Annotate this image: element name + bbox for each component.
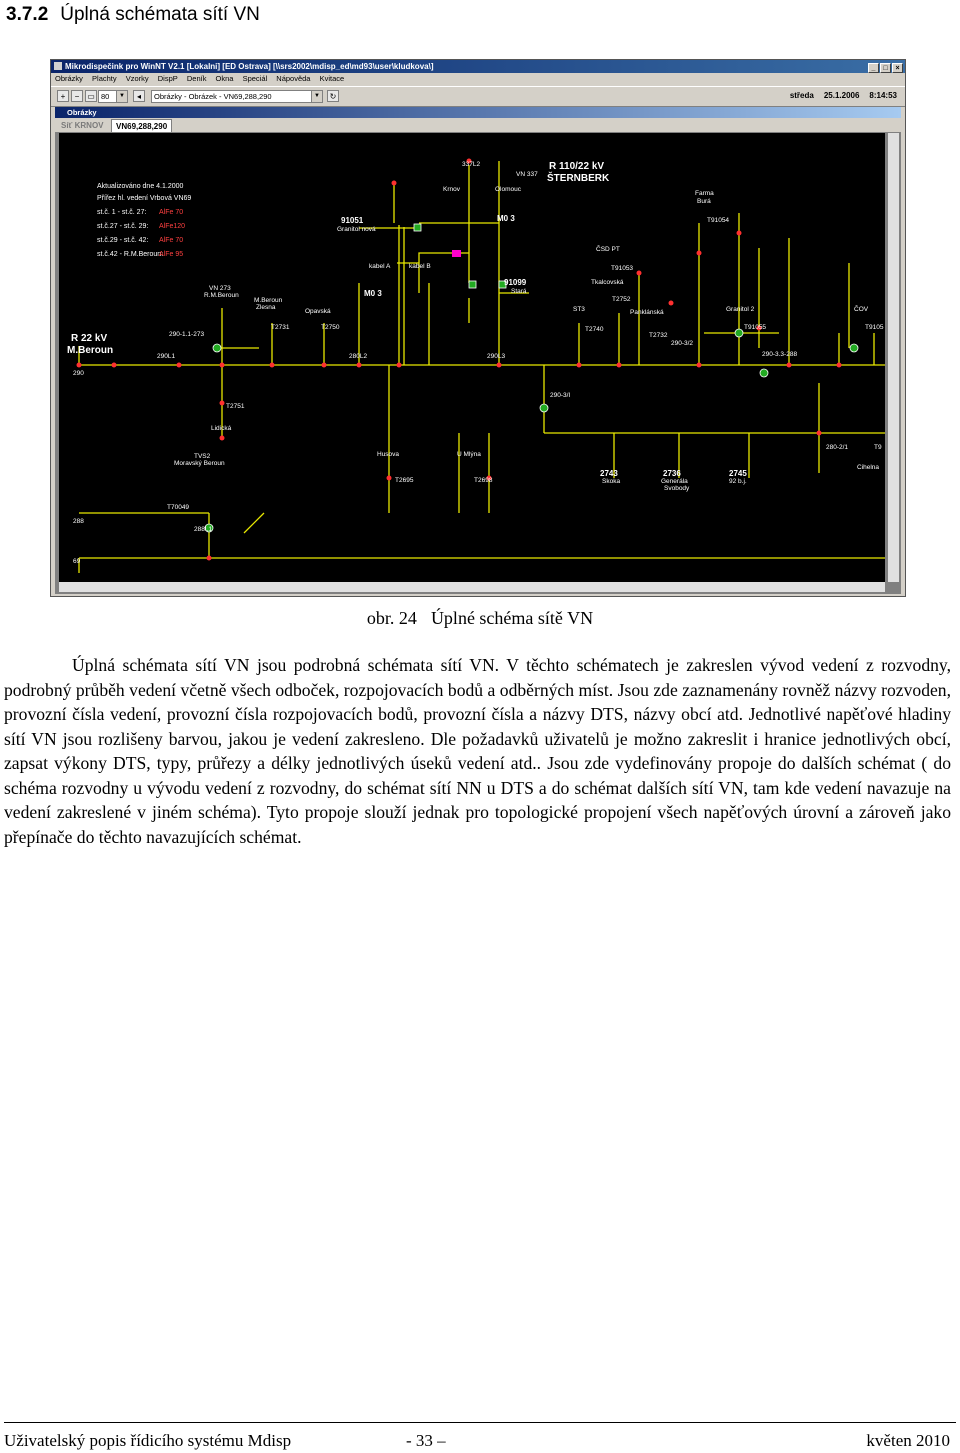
label: 290L1: [157, 353, 176, 360]
label: ČSD PT: [596, 246, 620, 253]
section-title: Úplná schémata sítí VN: [60, 4, 260, 25]
label: M0 3: [497, 214, 515, 223]
label: Skoka: [602, 478, 621, 485]
date: 25.1.2006: [823, 91, 860, 100]
label: Stará: [511, 288, 527, 295]
legend-line: Přířez hl. vedení Vrbová VN69: [97, 195, 192, 202]
section-number: 3.7.2: [6, 4, 49, 25]
footer-title: Uživatelský popis řídicího systému Mdisp: [4, 1431, 292, 1450]
zoom-in-icon[interactable]: +: [57, 90, 69, 102]
label: T2695: [395, 477, 414, 484]
label: Generála: [661, 478, 688, 485]
window-titlebar: [51, 60, 905, 73]
section-heading: [6, 4, 260, 26]
caption-label: obr. 24: [366, 608, 417, 628]
menu-dispp[interactable]: DispP: [157, 74, 178, 83]
label: 290-3/2: [671, 340, 694, 347]
figure-caption: [0, 608, 960, 629]
label: T91053: [611, 265, 634, 272]
schema-labels: [73, 161, 884, 565]
label: T2732: [649, 332, 668, 339]
label: T2698: [474, 477, 493, 484]
footer-rule: [4, 1422, 956, 1423]
legend-value: AlFe 95: [159, 251, 184, 258]
label: Husova: [377, 451, 400, 458]
label: T2740: [585, 326, 604, 333]
vertical-scrollbar[interactable]: [888, 133, 899, 582]
horizontal-scrollbar[interactable]: [59, 582, 885, 592]
label: Farma: [695, 190, 714, 197]
tab-strip: [55, 118, 901, 132]
label: VN 273: [209, 285, 231, 292]
mdi-area: [55, 107, 901, 594]
label: Lidická: [211, 425, 232, 432]
branch-line: [217, 308, 324, 365]
day: středa: [789, 91, 814, 100]
label: 91051: [341, 216, 364, 225]
label: R.M.Beroun: [204, 292, 239, 299]
label: M.Beroun: [254, 297, 283, 304]
datetime: [780, 91, 897, 100]
legend-line: Aktualizováno dne 4.1.2000: [97, 183, 184, 190]
footer-date: květen 2010: [866, 1431, 950, 1450]
label: T91055: [744, 324, 767, 331]
label: Granitol nová: [337, 226, 376, 233]
substation-sternberk-voltage: R 110/22 kV: [549, 161, 605, 172]
lines-layer: [79, 161, 885, 573]
tab-sit-krnov[interactable]: Síť KRNOV: [61, 121, 104, 130]
label: T9: [874, 444, 882, 451]
menu-vzorky[interactable]: Vzorky: [125, 74, 149, 83]
label: 91099: [504, 278, 527, 287]
branch-line: [389, 365, 489, 513]
label: 290: [73, 370, 84, 377]
label: 288L1: [194, 526, 213, 533]
picture-select-value: Obrázky - Obrázek - VN69,288,290: [154, 92, 272, 101]
zoom-out-icon[interactable]: −: [71, 90, 83, 102]
lower-line: [79, 513, 885, 558]
label: 69: [73, 558, 81, 565]
label: 2745: [729, 469, 747, 478]
substation-beroun-name: M.Beroun: [67, 345, 114, 356]
legend-line: st.č. 1 - st.č. 27:: [97, 209, 147, 216]
label: Zlesna: [256, 304, 276, 311]
back-icon[interactable]: ◂: [133, 90, 145, 102]
label: kabel B: [409, 263, 431, 270]
label: Moravský Beroun: [174, 460, 225, 467]
zoom-value: 80: [101, 92, 110, 101]
legend-line: st.č.27 - st.č. 29:: [97, 223, 149, 230]
menu-special[interactable]: Speciál: [242, 74, 268, 83]
network-schema: [59, 133, 885, 582]
caption-text: Úplné schéma sítě VN: [430, 608, 594, 628]
substation-sternberk-name: ŠTERNBERK: [547, 173, 610, 184]
close-icon[interactable]: ×: [892, 63, 903, 73]
label: U Mlýna: [457, 451, 481, 458]
label: Tkalcovská: [591, 279, 624, 286]
label: T2751: [226, 403, 245, 410]
label: Olomouc: [495, 186, 522, 193]
subwindow-titlebar: [55, 107, 901, 118]
maximize-icon[interactable]: □: [880, 63, 891, 73]
label: 288: [73, 518, 84, 525]
label: T9105: [865, 324, 884, 331]
label: 337L2: [462, 161, 481, 168]
label: 290-3.3-288: [762, 351, 798, 358]
label: Panklánská: [630, 309, 664, 316]
minimize-icon[interactable]: _: [868, 63, 879, 73]
label: T2752: [612, 296, 631, 303]
label: VN 337: [516, 171, 538, 178]
picture-select[interactable]: [151, 90, 323, 103]
dts-nodes: [205, 224, 858, 532]
label: 290L3: [487, 353, 506, 360]
legend-line: st.č.42 - R.M.Beroun:: [97, 251, 164, 258]
zoom-select[interactable]: [98, 90, 128, 103]
refresh-icon[interactable]: ↻: [327, 90, 339, 102]
label: ST3: [573, 306, 585, 313]
menu-kvitace[interactable]: Kvitace: [319, 74, 345, 83]
app-icon: [54, 62, 62, 70]
legend-value: AlFe120: [159, 223, 186, 230]
label: ČOV: [854, 306, 869, 313]
label: 92 b.j.: [729, 478, 747, 485]
substation-beroun-voltage: R 22 kV: [71, 333, 108, 344]
app-screenshot: [50, 59, 906, 597]
menu-denik[interactable]: Deník: [186, 74, 207, 83]
legend-value: AlFe 70: [159, 237, 184, 244]
label: Cihelna: [857, 464, 880, 471]
legend-values: [159, 209, 185, 258]
branch-line: [819, 383, 885, 433]
label: Svobody: [664, 485, 690, 492]
body-paragraph: Úplná schémata sítí VN jsou podrobná schémata sítí VN. V těchto schématech je zakreslen vývod vedení z rozvodny, podrobný průběh vedení včetně všech odboček, rozpojovacích bodů a odběrných míst. Jsou zde zaznamenány rovněž názvy rozvoden, provozní čísla vedení, provozní čísla rozpojovacích bodů, provozní čísla a názvy DTS, názvy obcí atd. Jednotlivé napěťové hladiny sítí VN jsou rozlišeny barvou, jakou je vedení zakresleno. Dle požadavků uživatelů je možno zakreslit i hranice jednotlivých obcí, zapsat výkony DTS, typy, průřezy a délky jednotlivých úseků vedení atd.. Jsou zde vydefinovány propoje do dalších schémat ( do schéma rozvodny u vývodu vedení z rozvodny, do schémat sítí NN u DTS a do schémat dalších sítí VN, tam kde vedení navazuje na vedení zakreslené v jiném schéma). Tyto propoje slouží jednak pro topologické propojení všech napěťových úrovní a zároveň jako přepínače do těchto navazujících schémat.: [4, 655, 951, 847]
label: T91054: [707, 217, 730, 224]
label: M0 3: [364, 289, 382, 298]
label: Krnov: [443, 186, 460, 193]
menubar: [51, 73, 905, 85]
legend-value: AlFe 70: [159, 209, 184, 216]
zoom-fit-icon[interactable]: ▭: [85, 90, 97, 102]
legend: [97, 183, 191, 258]
toolbar: [51, 86, 905, 107]
label: 280L2: [349, 353, 368, 360]
special-marker: [452, 250, 461, 257]
subwindow-title: Obrázky: [67, 108, 97, 117]
label: 2736: [663, 469, 681, 478]
label: T70049: [167, 504, 190, 511]
chevron-down-icon: ▼: [116, 91, 127, 102]
label: Burá: [697, 198, 711, 205]
branch-line: [544, 365, 819, 478]
menu-napoveda[interactable]: Nápověda: [276, 74, 311, 83]
label: Granitol 2: [726, 306, 755, 313]
window-title: Mikrodispečink pro WinNT V2.1 [Lokalni] [ED Ostrava] [\\srs2002\mdisp_ed\md93\user\kludkova\]: [65, 62, 434, 71]
label: 280-2/1: [826, 444, 849, 451]
menu-okna[interactable]: Okna: [215, 74, 234, 83]
upper-feeder: [394, 161, 499, 293]
chevron-down-icon: ▼: [311, 91, 322, 102]
menu-plachty[interactable]: Plachty: [92, 74, 117, 83]
menu-obrazky[interactable]: Obrázky: [55, 74, 83, 83]
label: 2743: [600, 469, 618, 478]
time: 8:14:53: [869, 91, 897, 100]
schema-canvas[interactable]: [59, 133, 885, 582]
tab-vn69[interactable]: VN69,288,290: [111, 119, 172, 132]
legend-line: st.č.29 - st.č. 42:: [97, 237, 149, 244]
label: 290-3/I: [550, 392, 571, 399]
label: Opavská: [305, 308, 331, 315]
label: 290-1.1-273: [169, 331, 205, 338]
label: TVS2: [194, 453, 211, 460]
label: kabel A: [369, 263, 391, 270]
label: T2731: [271, 324, 290, 331]
label: T2750: [321, 324, 340, 331]
page-number: - 33 –: [406, 1431, 446, 1450]
